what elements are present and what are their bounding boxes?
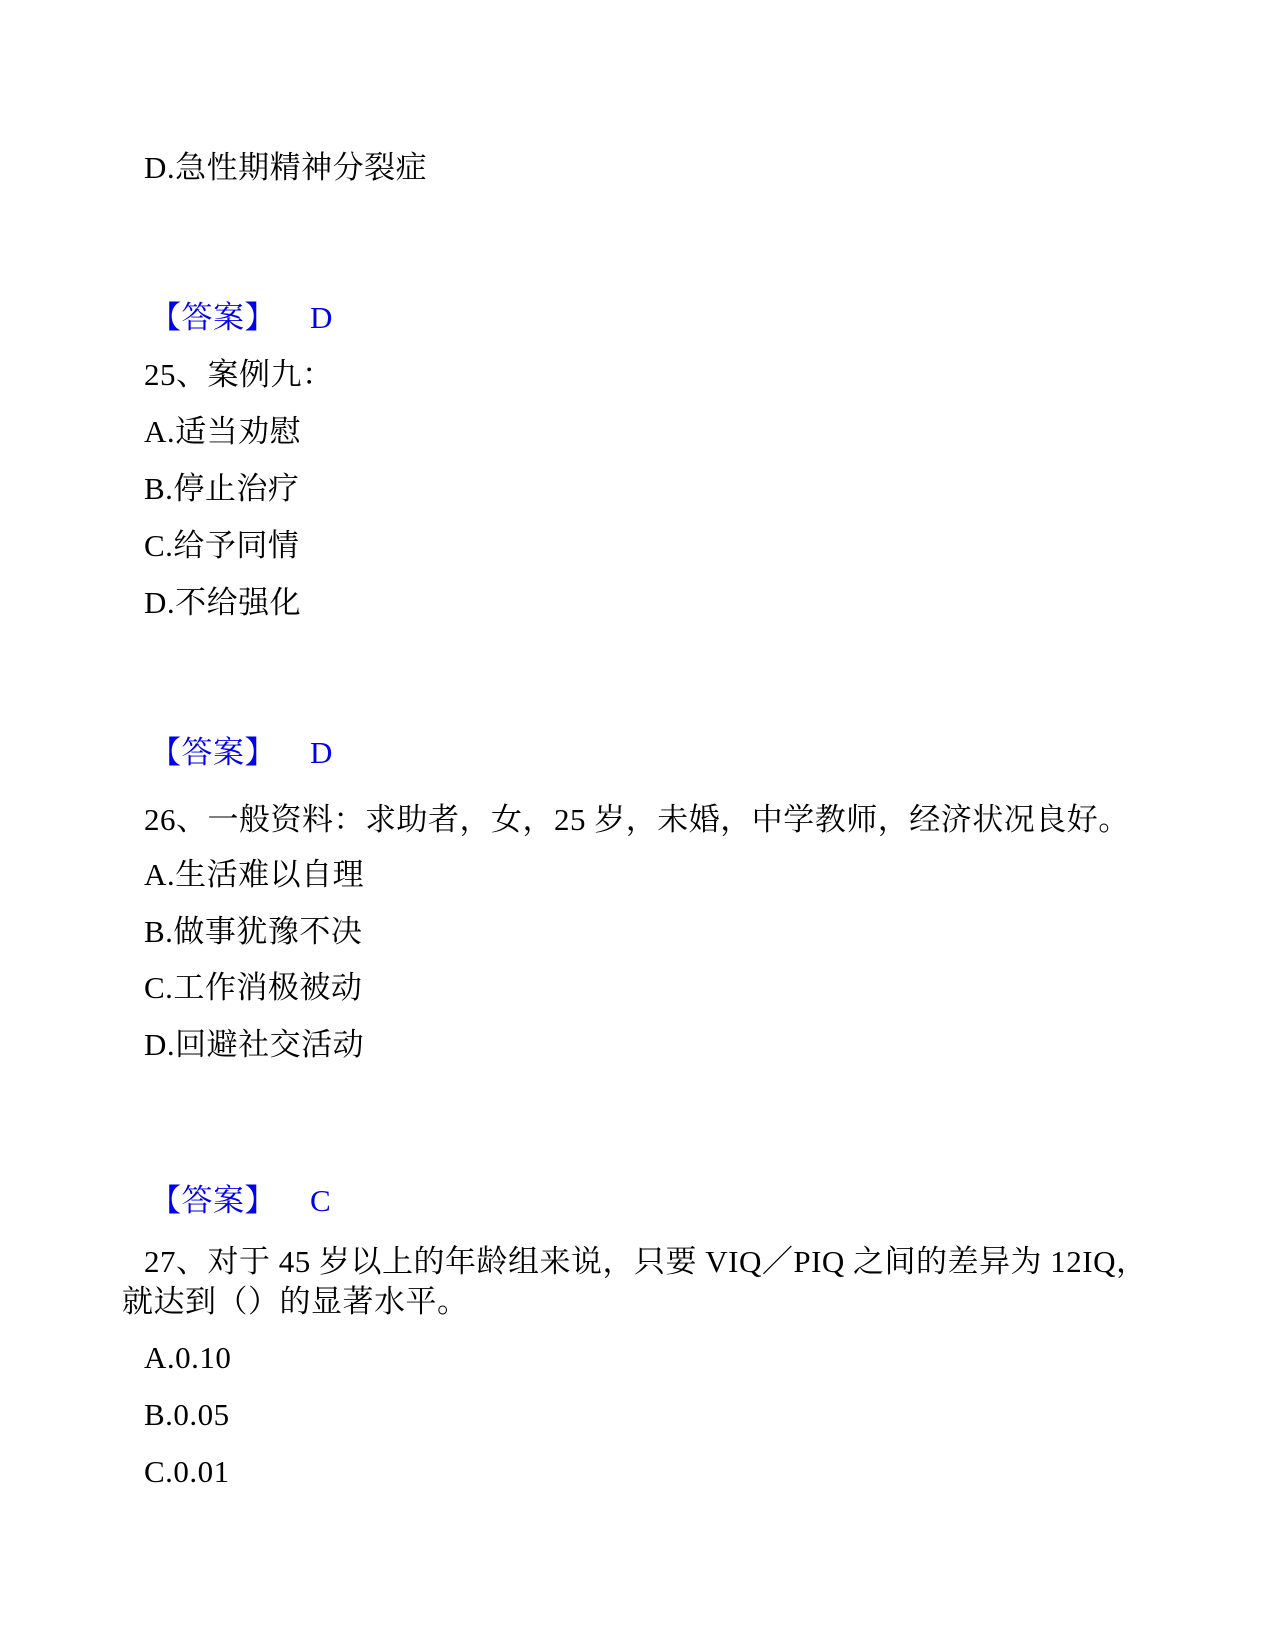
answer-value: D	[310, 300, 333, 335]
question-25-option-d: D.不给强化	[144, 585, 302, 620]
question-24-option-d: D.急性期精神分裂症	[144, 150, 428, 185]
question-26-option-d: D.回避社交活动	[144, 1027, 365, 1062]
question-26-option-b: B.做事犹豫不决	[144, 914, 363, 949]
question-27-option-a: A.0.10	[144, 1340, 232, 1375]
question-27-option-c: C.0.01	[144, 1454, 230, 1489]
question-25-stem: 25、案例九：	[144, 357, 334, 392]
question-26-option-c: C.工作消极被动	[144, 970, 363, 1005]
question-26-answer-line	[150, 1182, 331, 1220]
question-26-option-a: A.生活难以自理	[144, 857, 365, 892]
question-27-option-b: B.0.05	[144, 1397, 230, 1432]
answer-value: D	[310, 735, 333, 770]
question-27-stem: 27、对于 45 岁以上的年龄组来说，只要 VIQ／PIQ 之间的差异为 12IQ，就达到（）的显著水平。	[122, 1244, 1148, 1319]
answer-value: C	[310, 1183, 332, 1218]
question-25-option-a: A.适当劝慰	[144, 414, 302, 449]
answer-label: 【答案】	[150, 300, 276, 335]
question-25-answer-line	[150, 734, 333, 772]
question-26-stem: 26、一般资料：求助者，女，25 岁，未婚，中学教师，经济状况良好。	[144, 802, 1130, 837]
question-24-answer-line	[150, 299, 333, 337]
answer-label: 【答案】	[150, 1183, 276, 1218]
question-25-option-c: C.给予同情	[144, 528, 300, 563]
question-25-option-b: B.停止治疗	[144, 471, 300, 506]
answer-label: 【答案】	[150, 735, 276, 770]
